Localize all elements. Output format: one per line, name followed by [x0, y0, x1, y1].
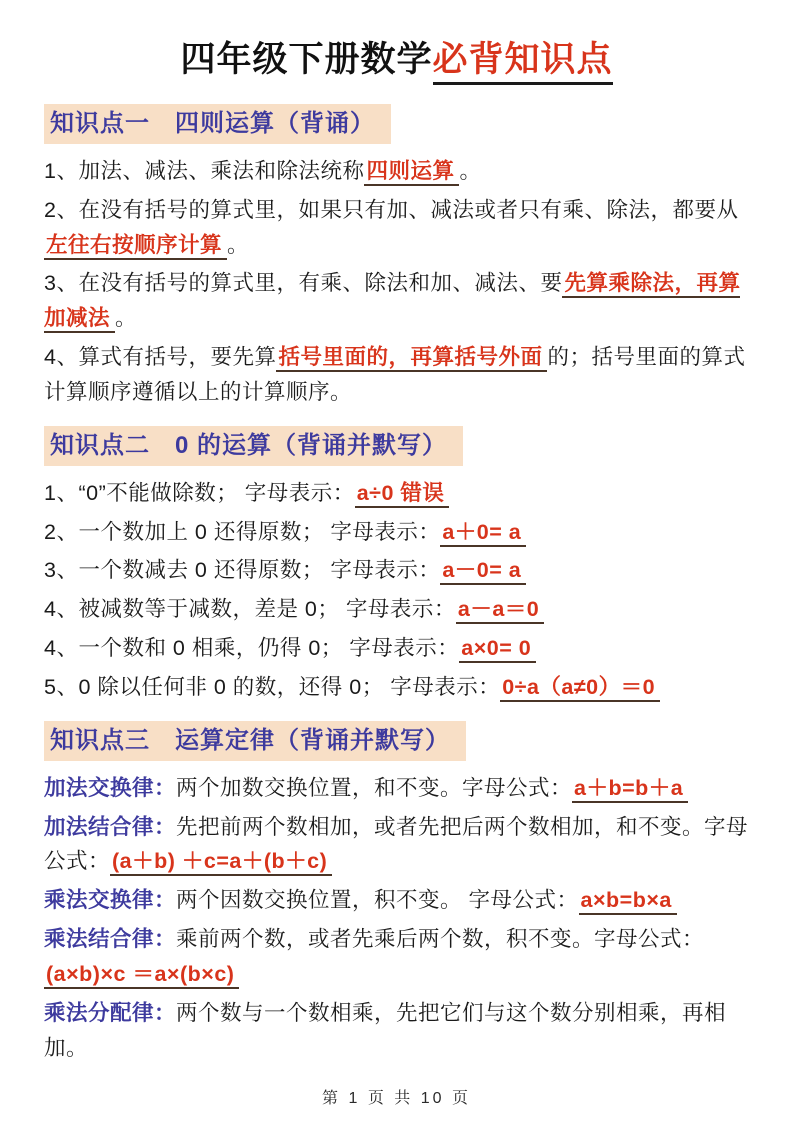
paragraph [44, 193, 749, 263]
text-run: 1、加法、减法、乘法和除法统称 [44, 159, 365, 183]
text-run: 。 [227, 232, 250, 257]
text-run: 4、算式有括号，要先算 [44, 345, 277, 370]
paragraph [44, 810, 749, 880]
law-label: 加法交换律： [44, 775, 177, 800]
paragraph [44, 515, 749, 550]
paragraph [44, 476, 749, 511]
text-run: 2、一个数加上 0 还得原数； 字母表示： [44, 519, 441, 544]
paragraph [44, 670, 749, 705]
paragraph [44, 340, 749, 410]
knowledge-section [44, 92, 749, 410]
paragraph [44, 592, 749, 627]
sections [44, 92, 749, 1065]
paragraph [44, 553, 749, 588]
text-run: 的；括号里面的算式计算顺序遵循以上的计算顺序。 [44, 345, 746, 404]
text-run: 乘前两个数，或者先乘后两个数，积不变。字母公式： [176, 927, 705, 952]
key-phrase: a×0= 0 [459, 636, 536, 663]
law-label: 乘法结合律： [44, 927, 177, 952]
text-run: 先把前两个数相加，或者先把后两个数相加，和不变。字母公式： [44, 814, 749, 874]
key-phrase: 0÷a（a≠0）＝0 [500, 675, 660, 702]
key-phrase: 四则运算 [364, 159, 459, 186]
key-phrase: 左往右按顺序计算 [44, 233, 227, 260]
key-phrase: a×b=b×a [579, 888, 677, 915]
paragraph [44, 154, 749, 189]
key-phrase: a＋b=b＋a [572, 776, 688, 803]
text-run: 。 [115, 306, 138, 331]
section-heading: 知识点二 0 的运算（背诵并默写） [44, 426, 463, 466]
paragraph [44, 922, 749, 992]
section-heading: 知识点三 运算定律（背诵并默写） [44, 721, 466, 761]
section-heading: 知识点一 四则运算（背诵） [44, 104, 391, 144]
key-phrase: 先算乘除法，再算加减法 [44, 271, 740, 333]
document-title [44, 32, 749, 82]
key-phrase: (a＋b) ＋c=a＋(b＋c) [110, 849, 332, 876]
text-run: 3、一个数减去 0 还得原数； 字母表示： [44, 558, 441, 583]
page-footer: 第 1 页 共 10 页 [322, 1090, 471, 1108]
title-highlight: 必背知识点 [433, 40, 613, 85]
key-phrase: a－a＝0 [456, 597, 544, 624]
law-label: 乘法交换律： [44, 888, 177, 913]
text-run: 4、一个数和 0 相乘，仍得 0； 字母表示： [44, 636, 460, 661]
knowledge-section [44, 414, 749, 705]
law-label: 乘法分配律： [44, 1000, 177, 1025]
key-phrase: (a×b)×c ＝a×(b×c) [44, 962, 239, 989]
paragraph [44, 631, 749, 666]
key-phrase: 括号里面的，再算括号外面 [276, 345, 547, 372]
paragraph [44, 883, 749, 918]
key-phrase: a－0= a [440, 558, 526, 585]
text-run: 。 [459, 159, 482, 183]
key-phrase: a÷0 错误 [355, 481, 450, 508]
text-run: 4、被减数等于减数，差是 0； 字母表示： [44, 597, 456, 622]
text-run: 1、“0”不能做除数； 字母表示： [44, 480, 355, 505]
title-main: 四年级下册数学 [180, 40, 433, 79]
text-run: 3、在没有括号的算式里，有乘、除法和加、减法、要 [44, 271, 563, 296]
key-phrase: a＋0= a [440, 520, 526, 547]
text-run: 两个加数交换位置，和不变。字母公式： [176, 775, 573, 800]
knowledge-section [44, 709, 749, 1066]
text-run: 2、在没有括号的算式里，如果只有加、减法或者只有乘、除法，都要从 [44, 197, 739, 222]
law-label: 加法结合律： [44, 814, 177, 839]
text-run: 两个因数交换位置，积不变。 字母公式： [176, 888, 579, 913]
paragraph [44, 771, 749, 806]
paragraph [44, 266, 749, 336]
paragraph [44, 996, 749, 1066]
text-run: 5、0 除以任何非 0 的数，还得 0； 字母表示： [44, 674, 501, 699]
text-run: 两个数与一个数相乘，先把它们与这个数分别相乘，再相加。 [44, 1000, 727, 1060]
